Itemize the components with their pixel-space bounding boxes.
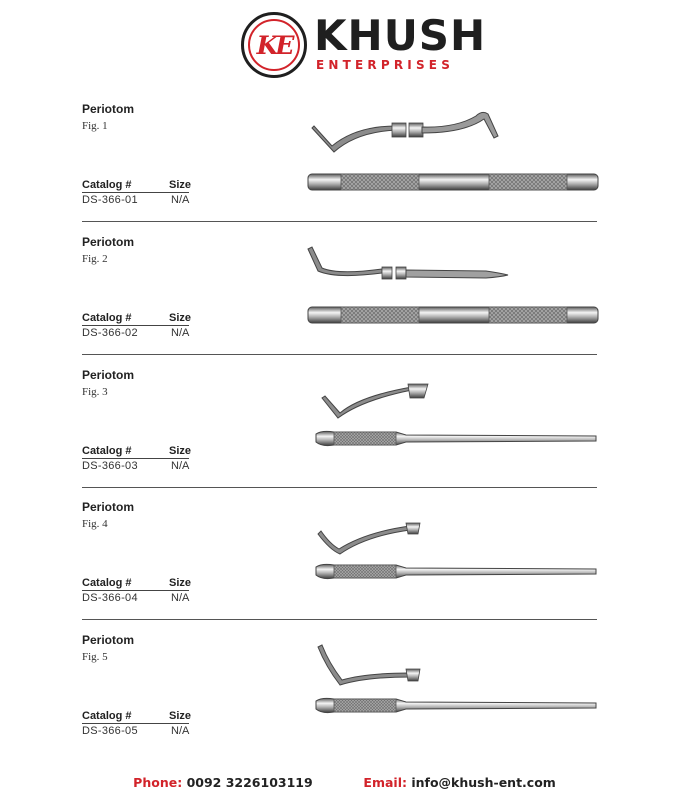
product-title: Periotom [82, 500, 135, 514]
catalog-number: DS-366-02 [82, 327, 138, 339]
email-label: Email: [363, 775, 407, 790]
logo-badge [241, 12, 307, 78]
size-value: N/A [171, 725, 190, 737]
product-section [0, 102, 689, 235]
figure-label: Fig. 5 [82, 651, 108, 663]
product-title: Periotom [82, 102, 135, 116]
product-section [0, 500, 689, 633]
figure-label: Fig. 2 [82, 253, 108, 265]
size-value: N/A [171, 460, 190, 472]
figure-label: Fig. 4 [82, 518, 108, 530]
size-value: N/A [171, 194, 190, 206]
product-title: Periotom [82, 368, 135, 382]
catalog-rule [82, 325, 189, 326]
instrument-image [296, 500, 606, 610]
size-label: Size [169, 445, 192, 457]
section-divider [82, 619, 597, 620]
phone-number[interactable]: 0092 3226103119 [186, 775, 313, 790]
catalog-number: DS-366-04 [82, 592, 138, 604]
instrument-image [296, 102, 606, 212]
catalog-number: DS-366-01 [82, 194, 138, 206]
product-title: Periotom [82, 235, 135, 249]
product-section [0, 235, 689, 368]
catalog-rule [82, 192, 189, 193]
catalog-label: Catalog # [82, 710, 132, 722]
size-label: Size [169, 312, 192, 324]
catalog-label: Catalog # [82, 179, 132, 191]
instrument-image [296, 368, 606, 478]
catalog-number: DS-366-05 [82, 725, 138, 737]
email-address[interactable]: info@khush-ent.com [411, 775, 556, 790]
size-value: N/A [171, 592, 190, 604]
section-divider [82, 221, 597, 222]
catalog-number: DS-366-03 [82, 460, 138, 472]
size-label: Size [169, 577, 192, 589]
section-divider [82, 354, 597, 355]
product-section [0, 368, 689, 501]
instrument-image [296, 235, 606, 345]
catalog-label: Catalog # [82, 577, 132, 589]
section-divider [82, 487, 597, 488]
size-label: Size [169, 710, 192, 722]
phone-label: Phone: [133, 775, 183, 790]
figure-label: Fig. 3 [82, 386, 108, 398]
instrument-image [296, 633, 606, 743]
catalog-rule [82, 723, 189, 724]
size-label: Size [169, 179, 192, 191]
product-title: Periotom [82, 633, 135, 647]
brand-name: KHUSH [314, 11, 487, 60]
brand-logo [241, 11, 487, 78]
catalog-label: Catalog # [82, 445, 132, 457]
brand-subtitle: ENTERPRISES [316, 58, 455, 72]
contact-footer [0, 775, 689, 790]
catalog-rule [82, 458, 189, 459]
figure-label: Fig. 1 [82, 120, 108, 132]
catalog-rule [82, 590, 189, 591]
size-value: N/A [171, 327, 190, 339]
catalog-label: Catalog # [82, 312, 132, 324]
logo-monogram: KE [256, 30, 292, 60]
product-section [0, 633, 689, 766]
